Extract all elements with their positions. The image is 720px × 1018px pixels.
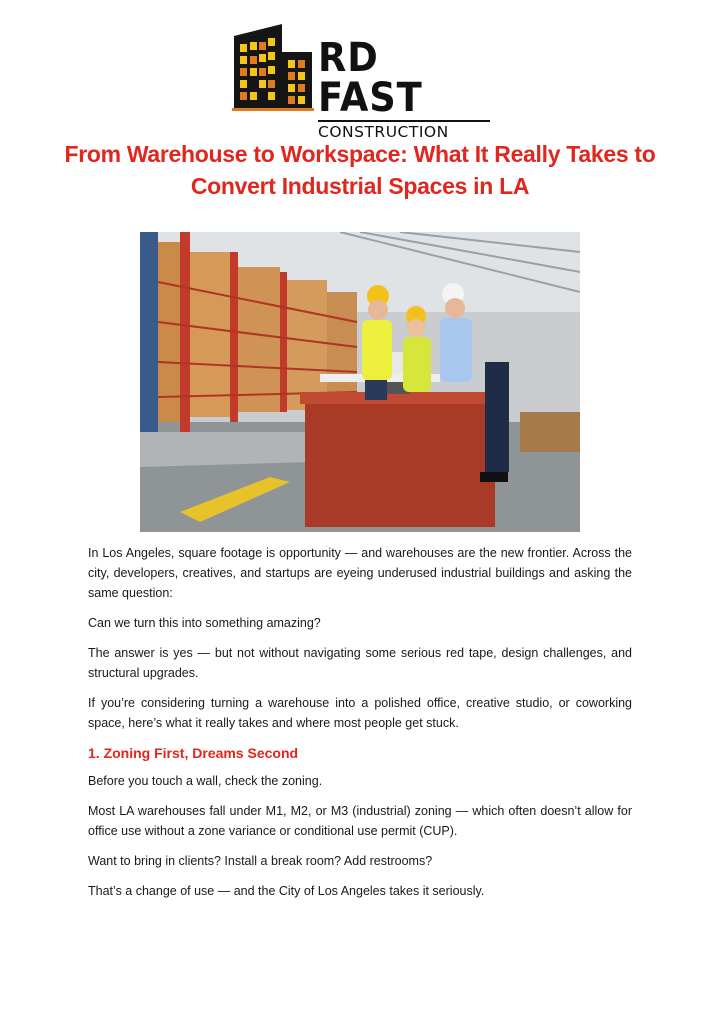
logo-brand-line2: CONSTRUCTION — [318, 120, 490, 141]
section-paragraph: Most LA warehouses fall under M1, M2, or M3 (industrial) zoning — which often doesn’t allow for office use without a zone variance or conditional use permit (CUP). — [88, 804, 632, 838]
article-title: From Warehouse to Workspace: What It Really Takes to Convert Industrial Spaces in LA — [64, 141, 656, 199]
logo-brand-line1: RD FAST — [318, 35, 423, 121]
section-paragraph: Want to bring in clients? Install a break room? Add restrooms? — [88, 854, 433, 868]
intro-paragraph: Can we turn this into something amazing? — [88, 616, 321, 630]
article-body — [88, 543, 632, 911]
intro-paragraph: If you’re considering turning a warehouse into a polished office, creative studio, or coworking space, here’s what it really takes and where most people get stuck. — [88, 696, 632, 730]
section-paragraph: Before you touch a wall, check the zoning. — [88, 774, 323, 788]
section-heading: 1. Zoning First, Dreams Second — [88, 745, 299, 761]
section-paragraph: That’s a change of use — and the City of Los Angeles takes it seriously. — [88, 884, 485, 898]
intro-paragraph: In Los Angeles, square footage is opportunity — and warehouses are the new frontier. Across the city, developers, creatives, and startups are eyeing underused industrial buildings and asking the same question: — [88, 546, 632, 600]
warehouse-photo — [140, 232, 580, 532]
intro-paragraph: The answer is yes — but not without navigating some serious red tape, design challenges, and structural upgrades. — [88, 646, 632, 680]
logo-wordmark — [318, 35, 490, 141]
building-logo-icon — [230, 22, 316, 112]
company-logo — [230, 22, 490, 141]
